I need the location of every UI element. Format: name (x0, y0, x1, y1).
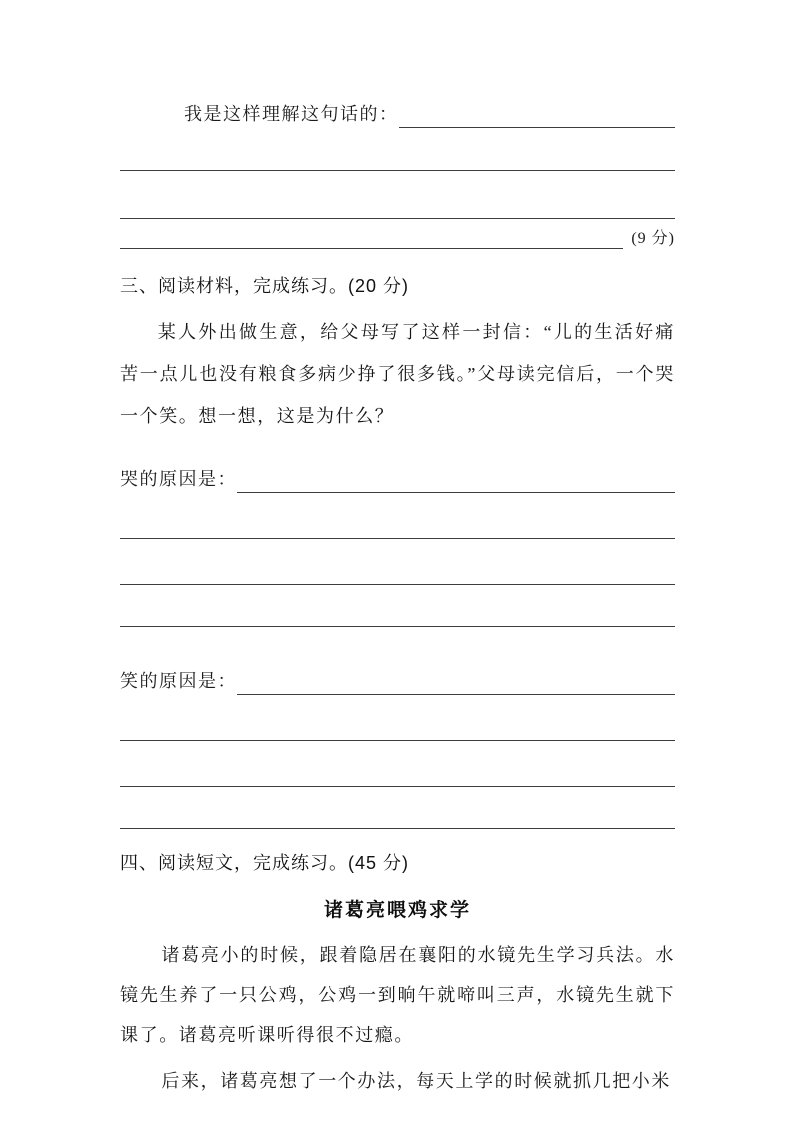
cry-reason-label: 哭的原因是： (120, 469, 237, 489)
answer-line (120, 493, 675, 539)
answer-line (120, 787, 675, 829)
answer-line (237, 492, 675, 493)
score-row (120, 219, 675, 249)
answer-line (120, 585, 675, 627)
passage-title: 诸葛亮喂鸡求学 (323, 900, 471, 921)
answer-line (120, 539, 675, 585)
section3-heading: 三、阅读材料，完成练习。(20 分) (120, 276, 410, 296)
answer-line (237, 694, 675, 695)
answer-line (399, 127, 676, 128)
understanding-prompt: 我是这样理解这句话的： (184, 104, 399, 124)
laugh-reason-label: 笑的原因是： (120, 671, 237, 691)
answer-line (120, 171, 675, 219)
section3-passage: 某人外出做生意，给父母写了这样一封信：“儿的生活好痛苦一点儿也没有粮食多病少挣了很多钱。”父母读完信后，一个哭一个笑。想一想，这是为什么？ (120, 322, 675, 426)
laugh-reason-row (120, 661, 675, 695)
answer-line (120, 248, 623, 249)
section4-heading: 四、阅读短文，完成练习。(45 分) (120, 853, 410, 873)
understanding-answer-block (120, 96, 675, 128)
passage-paragraph-1: 诸葛亮小的时候，跟着隐居在襄阳的水镜先生学习兵法。水镜先生养了一只公鸡，公鸡一到晌午就啼叫三声，水镜先生就下课了。诸葛亮听课听得很不过瘾。 (120, 945, 675, 1045)
score-label: (9 分) (631, 230, 675, 247)
cry-reason-row (120, 459, 675, 493)
passage-paragraph-2: 后来，诸葛亮想了一个办法，每天上学的时候就抓几把小米 (161, 1071, 671, 1091)
answer-line (120, 128, 675, 171)
answer-line (120, 741, 675, 787)
answer-line (120, 695, 675, 741)
